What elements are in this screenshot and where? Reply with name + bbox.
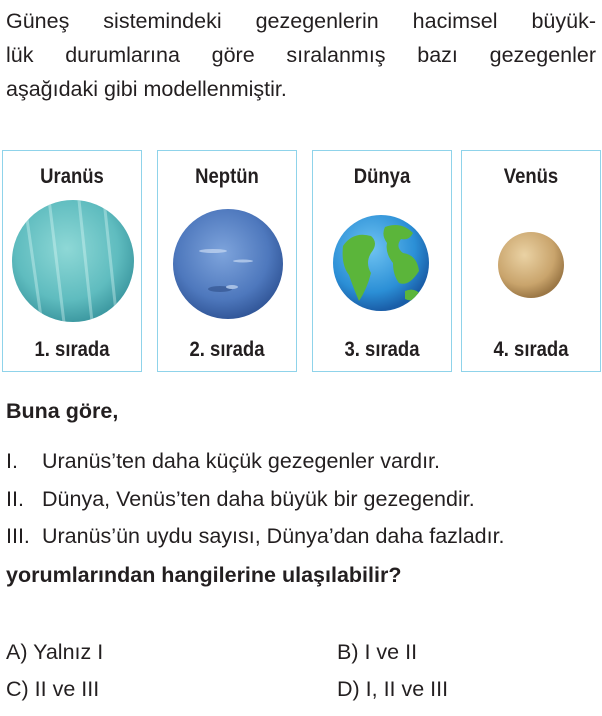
intro-line-1: Güneş sistemindeki gezegenlerin hacimsel büyük- xyxy=(6,9,596,33)
uranus-image xyxy=(3,191,140,331)
intro-paragraph xyxy=(6,4,596,106)
earth-image xyxy=(313,191,450,331)
option-b[interactable]: B) I ve II xyxy=(337,640,418,664)
neptune-image xyxy=(158,191,295,331)
option-a[interactable]: A) Yalnız I xyxy=(6,640,104,664)
planet-name: Venüs xyxy=(503,165,559,188)
option-d[interactable]: D) I, II ve III xyxy=(337,677,449,701)
statement-number: III. xyxy=(6,524,30,548)
option-c[interactable]: C) II ve III xyxy=(6,677,100,701)
planet-rank: 1. sırada xyxy=(34,338,110,361)
planet-card-earth xyxy=(312,150,452,372)
venus-image xyxy=(462,191,599,331)
statement-text: Uranüs’ün uydu sayısı, Dünya’dan daha fazladır. xyxy=(42,524,505,548)
question-prompt: yorumlarından hangilerine ulaşılabilir? xyxy=(6,563,402,587)
statement-text: Uranüs’ten daha küçük gezegenler vardır. xyxy=(42,449,440,473)
statement-number: I. xyxy=(6,449,18,473)
planet-name: Uranüs xyxy=(40,165,104,188)
planet-rank: 4. sırada xyxy=(493,338,569,361)
statement-2 xyxy=(6,487,475,512)
planet-card-neptune xyxy=(157,150,297,372)
statement-text: Dünya, Venüs’ten daha büyük bir gezegendir. xyxy=(42,487,475,511)
planet-card-venus xyxy=(461,150,601,372)
intro-line-2: lük durumlarına göre sıralanmış bazı gezegenler xyxy=(6,43,596,67)
planet-card-uranus xyxy=(2,150,142,372)
statement-number: II. xyxy=(6,487,24,511)
question-lead: Buna göre, xyxy=(6,399,119,423)
intro-line-3: aşağıdaki gibi modellenmiştir. xyxy=(6,77,287,101)
planet-name: Neptün xyxy=(195,165,259,188)
planet-rank: 3. sırada xyxy=(344,338,420,361)
statement-3 xyxy=(6,524,505,549)
statement-1 xyxy=(6,449,440,474)
planet-rank: 2. sırada xyxy=(189,338,265,361)
planet-name: Dünya xyxy=(353,165,411,188)
